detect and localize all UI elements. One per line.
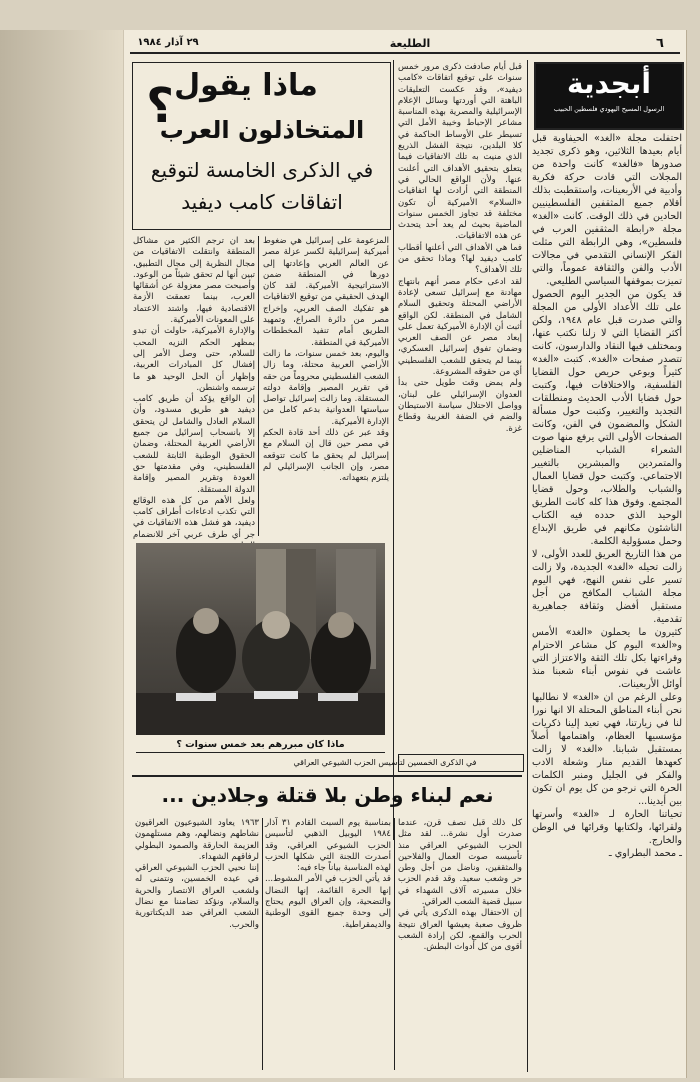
headline-line1: ماذا يقول: [174, 68, 318, 103]
logo-subtitle: الرسول المسيح اليهودي فلسطين الحبيب: [553, 105, 665, 113]
headline-line2: المتخاذلون العرب: [159, 116, 365, 144]
sub-text-a: كل ذلك قبل نصف قرن، عندما صدرت أول نشرة... لقد مثل الحزب الشيوعي العراقي منذ تأسيسه صوت العمال والفلاحين والمثقفين، وناضل من أجل وطن حر وشعب سعيد. وقد قدم الحزب خلال مسيرته آلاف الشهداء في سبيل قضية الشعب العراقي. إن الاحتفال بهذه الذكرى يأتي في ظروف صعبة يعيشها العراق نتيجة الحرب والقمع، لكن إرادة الشعب أقوى من كل أدوات البطش.: [398, 818, 522, 953]
sub-divider-1: [394, 818, 395, 1070]
photo-caption: ماذا كان مبررهم بعد خمس سنوات ؟: [176, 739, 345, 750]
header-rule: [130, 52, 680, 54]
headline-line4: اتفاقات كامب ديفيد: [181, 190, 343, 214]
page-edge: [0, 30, 123, 1078]
column-divider-2: [393, 60, 394, 840]
headline-line3: في الذكرى الخامسة لتوقيع: [150, 158, 374, 182]
column-divider: [527, 60, 528, 1072]
column-logo: [534, 62, 684, 130]
column-divider-3: [258, 236, 259, 536]
right-column-article: احتفلت مجلة «الغد» الحيفاوية قبل أيام بعيدها الثلاثين، وهو ذكرى تجديد صدورها «فالغد» كانت واحدة من المجلات التي قادت حركة فكرية وأدبية في الأربعينات، واستقطبت بذلك أقلام جميع المثقفين الفلسطينيين الحادين في ذلك الوقت. كانت «الغد» مجلة «رابطة المثقفين العرب في فلسطين»، وهي الرابطة التي مثلت الفكر الإنساني التقدمي في مجالات الأدب والفن والثقافة عموماً، والتي تميزت بموقفها السياسي الطليعي. قد يكون من الجدير اليوم الحصول على تلك الأعداد الأولى من المجلة والتي صدرت قبل عام ١٩٤٨، ولكن أكثر القضايا التي لا زلنا نكتب عنها، وبمختلف فيها النقاد والدارسون، كانت تتصدر صفحات «الغد». كتبت «الغد» كثيراً وبوعي حريص حول القضايا الفلسفية، والاختلافات فيها، وكتبت حول قضايا الأدب الحديث ومنطلقات التجديد والتغيير، وكتبت حول مسألة الشكل والمضمون في الفن، وكانت الصفحات الأولى التي يرفع منها صوت الشعراء الشباب المناضلين والمتمردين والمبشرين بالتغيير الاجتماعي. وكتبت حول قضايا العمال والشباب والطلاب، وحول قضايا المجتمع. وفوق هذا كله كانت الطريق الوحيد الذي حدده فيه الكتاب الناشئون مكانهم في طريق الإبداع وحمل مسؤولية الكلمة. من هذا التاريخ العريق للعدد الأولى، لا زالت تحيله «الغد» الجديدة، ولا زالت تسير على نفس النهج، فهي اليوم مجلة الشباب المكافح من أجل مستقبل أفضل وثقافة جماهيرية تقدمية. كثيرون ما يحملون «الغد» الأمس و«الغد» اليوم كل مشاعر الاحترام وقراءتها بكل تلك الثقة والاعتزاز التي عاشت في نفوس أبناء شعبنا منذ أوائل الأربعينات. وعلى الرغم من ان «الغد» لا نطالبها نحن أبناء المناطق المحتلة الا انها نورا لنا في زيارتنا، فهي تعيد إلينا ذكريات مؤسسيها العظام، واهتمامها أصلاً بمستقبل شبابنا. «الغد» لا زالت كعهدها القديم منار وشعلة الادب والفكر في الجليل ومنبر الكلمات الحرة التي نرجو من كل يوم ان تكون بين أيدينا... تحياتنا الحارة لـ «الغد» وأسرتها ولقرائها، ولكتابها وقرائها في الوطن والخارج. ـ محمد البطراوي ـ: [532, 133, 682, 859]
sub-text-b: بمناسبة يوم السبت القادم ٣١ آذار ١٩٨٤ اليوبيل الذهبي لتأسيس الحزب الشيوعي العراقي، وقد أصدرت اللجنة التي شكلها الحزب لهذه المناسبة بياناً جاء فيه: قد يأتي الحزب في الأمر المشوط... إنها الحرة القائمة، إنها النضال والتضحية، وإن العراق اليوم يحتاج إلى وحدة جميع القوى الوطنية والديمقراطية.: [265, 818, 391, 930]
column-two-article: قبل أيام صادفت ذكرى مرور خمس سنوات على توقيع اتفاقات «كامب ديفيد»، وقد عكست التعليقات الباهتة التي أوردتها وسائل الإعلام الإسرائيلية والمصرية بهذه المناسبة مشاعر الإحباط وخيبة الأمل التي تسيطر على الأوساط الحاكمة في كلا البلدين، نتيجة الفشل الذريع الذي منيت به تلك الاتفاقيات فيما يتعلق بتحقيق الأهداف التي أعلنت عنها. ولأن الواقع الحالي في المنطقة التي أرادت لها اتفاقيات «السلام» الأميركية أن تكون مختلفة قد تجاوز الخمس سنوات الماضية بحيث لم يعد أحد يتحدث عن هذه الاتفاقيات. فما هي الأهداف التي أعلنها أقطاب كامب ديفيد لها؟ وماذا تحقق من تلك الأهداف؟ لقد ادعى حكام مصر أنهم بانتهاج مهادنة مع إسرائيل تسعى لإعادة الأراضي المحتلة وتحقيق السلام الشامل في المنطقة. لكن الواقع أثبت أن الإدارة الأميركية تعمل على إبعاد مصر عن الصف العربي وضمان تفوق إسرائيل العسكري، بينما لم يتحقق للشعب الفلسطيني أي من حقوقه المشروعة. ولم يمض وقت طويل حتى بدأ العدوان الإسرائيلي على لبنان، وواصل الاحتلال سياسة الاستيطان والضم في الضفة الغربية وقطاع غزة.: [398, 62, 522, 434]
sub-divider-2: [262, 818, 263, 1070]
column-four-article: بعد ان ترجم الكثير من مشاكل المنطقة وانتقلت الاتفاقيات من مجال النظرية إلى مجال التطبيق، تبين أنها لم تحقق شيئاً من الوعود. وأصبحت مصر معزولة عن أشقائها العرب، بينما تعمقت الأزمة الاقتصادية فيها، واشتد الاعتماد على المعونات الأميركية. والإدارة الأميركية، حاولت أن تبدو بمظهر الحكم النزيه المحب للسلام، حتى وصل الأمر إلى إفشال كل المبادرات العربية، وإظهار أن الحل الوحيد هو ما ترسمه واشنطن. إن الواقع يؤكد أن طريق كامب ديفيد هو طريق مسدود، وأن السلام العادل والشامل لن يتحقق إلا بانسحاب إسرائيل من جميع الأراضي العربية المحتلة، وضمان الحقوق الوطنية الثابتة للشعب الفلسطيني، وفي مقدمتها حق العودة وتقرير المصير وإقامة الدولة المستقلة. ولعل الأهم من كل هذه الوقائع التي تكذب ادعاءات أطراف كامب ديفيد، هو فشل هذه الاتفاقيات في جر أي طرف عربي آخر للانضمام: [133, 236, 255, 540]
header-section: الطليعة: [389, 37, 431, 50]
column-three-article: المزعومة على إسرائيل هي ضغوط أميركية إسرائيلية لكسر عزلة مصر عن العالم العربي وإعادتها إلى دورها في المنطقة ضمن الاستراتيجية الأميركية. لقد كان الهدف الحقيقي من توقيع الاتفاقيات هو تفكيك الصف العربي، وإخراج مصر من دائرة الصراع، وتمهيد الطريق أمام تنفيذ المخططات الأميركية في المنطقة. واليوم، بعد خمس سنوات، ما زالت الأراضي العربية محتلة، وما زال الشعب الفلسطيني محروماً من حقه في تقرير المصير وإقامة دولته المستقلة. وما زالت إسرائيل تواصل سياستها العدوانية بدعم كامل من الإدارة الأميركية. وقد عبر عن ذلك أحد قادة الحكم في مصر حين قال إن السلام مع إسرائيل لم يحقق ما كانت تتوقعه مصر، وإن الجانب الإسرائيلي لم يلتزم بتعهداته.: [263, 236, 389, 484]
header-date: ٢٩ آذار ١٩٨٤: [137, 37, 199, 48]
photo-rule: [136, 752, 385, 753]
headline-question-mark: ؟: [146, 78, 174, 134]
header-page-number: ٦: [656, 36, 664, 51]
sub-text-c: ١٩٦٣ يعاود الشيوعيون العراقيون نشاطهم ونضالهم، وهم مستلهمون العزيمة الحارقة والصمود البطولي لرفاقهم الشهداء. إننا نحيي الحزب الشيوعي العراقي في عيده الخمسين، ونتمنى له ولشعب العراق الانتصار والحرية والسلام، ونؤكد تضامننا مع نضال الشعب العراقي ضد الديكتاتورية والحرب.: [135, 818, 259, 930]
signing-photo: [136, 543, 385, 735]
sub-top-rule: [132, 775, 522, 777]
sub-title: نعم لبناء وطن بلا قتلة وجلادين ...: [161, 783, 494, 807]
sub-caption: في الذكرى الخمسين لتأسيس الحزب الشيوعي العراقي: [293, 758, 477, 767]
photo-graphic: [136, 543, 385, 735]
logo-title: أبجدية: [567, 67, 651, 100]
